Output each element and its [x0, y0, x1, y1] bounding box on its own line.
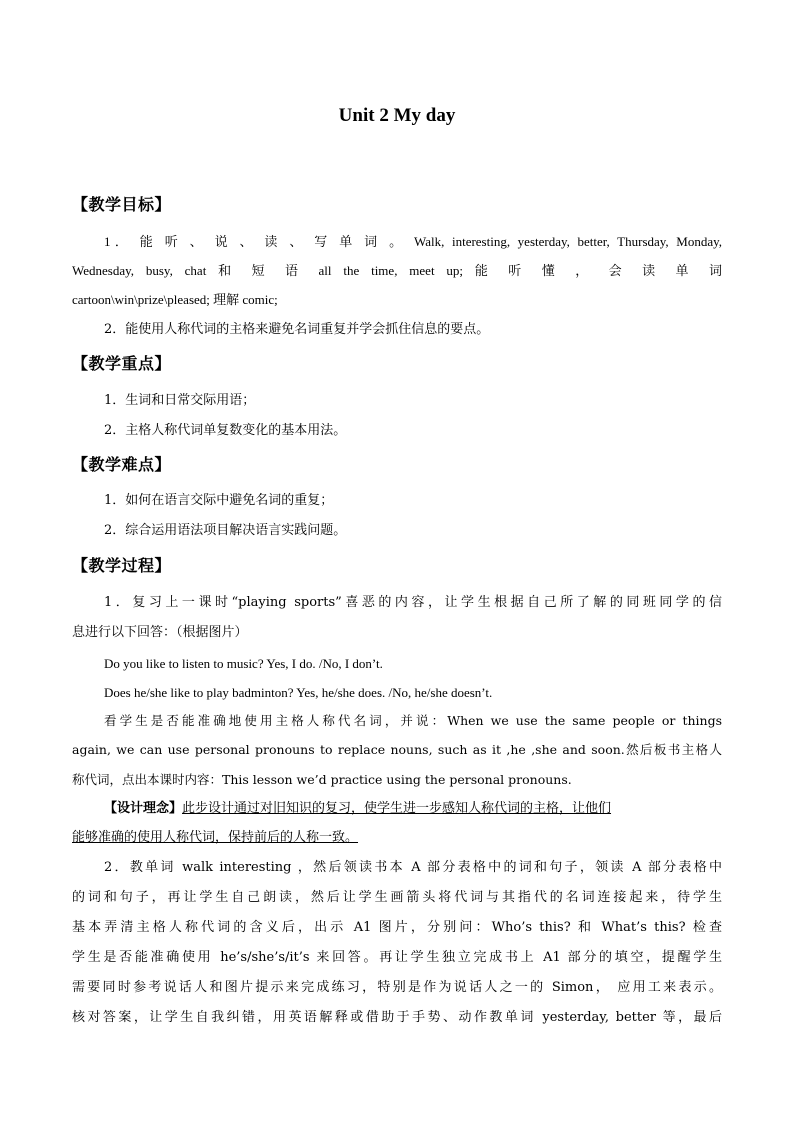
process-para3-line-1: 2．教单词 walk interesting ，然后领读书本 A 部分表格中的词和句子，领读 A 部分表格中 [104, 860, 722, 875]
design-concept-line-2 [72, 829, 722, 847]
design-concept-line-1 [104, 800, 722, 818]
heading-difficulties: 【教学难点】 [72, 455, 172, 474]
document-title: Unit 2 My day [338, 105, 456, 126]
process-para3-line-5: 需要同时参考说话人和图片提示来完成练习，特别是作为说话人之一的 Simon， 应用工来表示。 [72, 980, 722, 995]
heading-objectives: 【教学目标】 [72, 195, 172, 214]
objectives-line-3: cartoon\win\prize\pleased; 理解 comic; [72, 292, 278, 307]
process-para1-line-1: 1．复习上一课时“playing sports”喜恶的内容，让学生根据自己所了解的同班同学的信 [104, 595, 722, 610]
design-concept-text-2: 能够准确的使用人称代词，保持前后的人称一致。 [72, 830, 359, 845]
heading-key-points: 【教学重点】 [72, 354, 172, 373]
difficulties-line-1: 1．如何在语言交际中避免名词的重复； [104, 493, 334, 508]
process-para2-line-2: again, we can use personal pronouns to replace nouns, such as it ,he ,she and soon.然后板书主格人 [72, 742, 722, 757]
key-points-line-1: 1．生词和日常交际用语； [104, 393, 256, 408]
design-concept-label: 【设计理念】 [104, 801, 183, 816]
dialog-line-1: Do you like to listen to music? Yes, I do. /No, I don’t. [104, 656, 383, 671]
process-para3-line-4: 学生是否能准确使用 he’s/she’s/it’s 来回答。再让学生独立完成书上 A1 部分的填空，提醒学生 [72, 950, 722, 965]
difficulties-line-2: 2．综合运用语法项目解决语言实践问题。 [104, 523, 347, 538]
process-para3-line-6: 核对答案，让学生自我纠错，用英语解释或借助于手势、动作教单词 yesterday, better 等，最后 [72, 1010, 722, 1025]
process-para1-line-2: 息进行以下回答：（根据图片） [72, 625, 248, 640]
process-para2-line-3: 称代词，点出本课时内容：This lesson we’d practice using the personal pronouns. [72, 772, 572, 787]
objectives-line-4: 2．能使用人称代词的主格来避免名词重复并学会抓住信息的要点。 [104, 322, 490, 337]
objectives-line-1: 1． 能 听 、 说 、 读 、 写 单 词 。 Walk, interesting, yesterday, better, Thursday, Monday, [104, 234, 722, 249]
process-para2-line-1: 看学生是否能准确地使用主格人称代名词，并说：When we use the same people or things [104, 713, 722, 728]
process-para3-line-2: 的词和句子，再让学生自己朗读，然后让学生画箭头将代词与其指代的名词连接起来，待学生 [72, 890, 722, 905]
key-points-line-2: 2．主格人称代词单复数变化的基本用法。 [104, 423, 347, 438]
process-para3-line-3: 基本弄清主格人称代词的含义后，出示 A1 图片，分别问：Who’s this? 和 What’s this? 检查 [72, 920, 722, 935]
objectives-line-2: Wednesday, busy, chat 和 短 语 all the time, meet up; 能 听 懂 ， 会 读 单 词 [72, 263, 722, 278]
design-concept-text-1: 此步设计通过对旧知识的复习，使学生进一步感知人称代词的主格，让他们 [182, 801, 612, 816]
heading-process: 【教学过程】 [72, 556, 172, 575]
dialog-line-2: Does he/she like to play badminton? Yes, he/she does. /No, he/she doesn’t. [104, 685, 493, 700]
